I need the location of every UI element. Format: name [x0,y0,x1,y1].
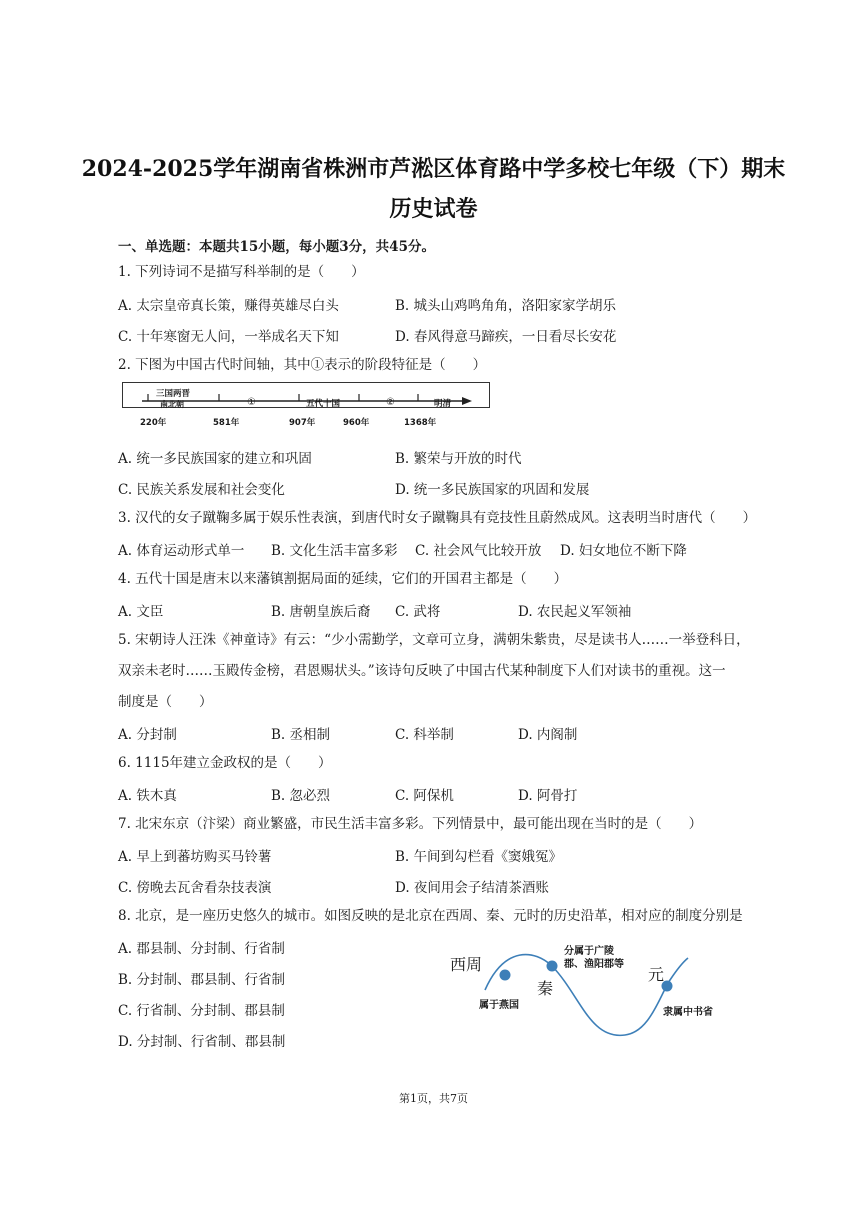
q6-option-d: D. 阿骨打 [518,788,578,804]
q7-option-c: C. 傍晚去瓦舍看杂技表演 [118,880,272,896]
q6-option-b: B. 忽必烈 [271,788,331,804]
q4-option-a: A. 文臣 [118,604,164,620]
timeline-label-nanbeichao: 南北朝 [160,400,184,409]
q4-option-c: C. 武将 [395,604,441,620]
timeline-year-1368: 1368年 [404,418,437,428]
q8-option-d: D. 分封制、行省制、郡县制 [118,1034,286,1050]
map-label-xizhou: 西周 [450,955,483,974]
q1-option-d: D. 春风得意马蹄疾，一日看尽长安花 [395,329,617,345]
timeline-label-sanguo: 三国两晋 [156,389,191,399]
q5-option-d: D. 内阁制 [518,727,578,743]
q2-option-d: D. 统一多民族国家的巩固和发展 [395,482,590,498]
q2-option-b: B. 繁荣与开放的时代 [395,451,522,467]
q1-option-a: A. 太宗皇帝真长策，赚得英雄尽白头 [118,298,339,314]
map-label-yan: 属于燕国 [479,1000,519,1011]
q8-option-c: C. 行省制、分封制、郡县制 [118,1003,285,1019]
timeline-year-907: 907年 [289,418,316,428]
question-3-stem: 3. 汉代的女子蹴鞠多属于娱乐性表演，到唐代时女子蹴鞠具有竞技性且蔚然成风。这表明当时唐代（ ） [118,510,757,526]
timeline-year-220: 220年 [140,418,167,428]
q5-option-a: A. 分封制 [118,727,177,743]
q7-option-d: D. 夜间用会子结清茶酒账 [395,880,549,896]
q8-option-b: B. 分封制、郡县制、行省制 [118,972,286,988]
q7-option-a: A. 早上到蕃坊购买马铃薯 [118,849,272,865]
timeline-label-mingqing: 明清 [434,399,452,409]
point-qin [547,961,558,972]
q3-option-c: C. 社会风气比较开放 [415,543,542,559]
timeline-year-960: 960年 [343,418,370,428]
map-label-yuan-desc: 隶属中书省 [663,1007,713,1018]
q3-option-d: D. 妇女地位不断下降 [560,543,687,559]
q5-option-c: C. 科举制 [395,727,454,743]
question-5-stem-line2: 双亲未老时……玉殿传金榜，君恩赐状头。”该诗句反映了中国古代某种制度下人们对读书的重视。这一 [118,663,726,679]
page-footer: 第1页，共7页 [399,1092,468,1105]
timeline-label-wudai: 五代十国 [306,399,341,409]
question-8-stem: 8. 北京，是一座历史悠久的城市。如图反映的是北京在西周、秦、元时的历史沿革，相对应的制度分别是 [118,908,743,924]
timeline-label-2: ② [386,397,395,408]
q3-option-b: B. 文化生活丰富多彩 [271,543,398,559]
timeline-label-1: ① [247,397,256,408]
q3-option-a: A. 体育运动形式单一 [118,543,245,559]
question-5-stem-line3: 制度是（ ） [118,694,213,710]
q2-option-a: A. 统一多民族国家的建立和巩固 [118,451,312,467]
q5-option-b: B. 丞相制 [271,727,331,743]
page-title-line1: 2024-2025学年湖南省株洲市芦淞区体育路中学多校七年级（下）期末 [81,156,786,182]
map-label-qin: 秦 [537,979,554,998]
question-1-stem: 1. 下列诗词不是描写科举制的是（ ） [118,264,365,280]
question-7-stem: 7. 北宋东京（汴梁）商业繁盛，市民生活丰富多彩。下列情景中，最可能出现在当时的是（ ） [118,816,703,832]
q1-option-b: B. 城头山鸡鸣角角，洛阳家家学胡乐 [395,298,617,314]
q6-option-a: A. 铁木真 [118,788,177,804]
map-label-yuan: 元 [648,965,665,984]
q8-option-a: A. 郡县制、分封制、行省制 [118,941,285,957]
q7-option-b: B. 午间到勾栏看《窦娥冤》 [395,849,563,865]
q2-option-c: C. 民族关系发展和社会变化 [118,482,285,498]
question-4-stem: 4. 五代十国是唐末以来藩镇割据局面的延续，它们的开国君主都是（ ） [118,571,568,587]
map-label-qin-line2: 郡、渔阳郡等 [564,959,624,970]
question-5-stem-line1: 5. 宋朝诗人汪洙《神童诗》有云：“少小需勤学，文章可立身，满朝朱紫贵，尽是读书人……一举登科日， [118,632,750,648]
q6-option-c: C. 阿保机 [395,788,454,804]
question-2-stem: 2. 下图为中国古代时间轴，其中①表示的阶段特征是（ ） [118,357,487,373]
page-title-line2: 历史试卷 [389,196,478,222]
q1-option-c: C. 十年寒窗无人问，一举成名天下知 [118,329,339,345]
q4-option-b: B. 唐朝皇族后裔 [271,604,371,620]
section-header: 一、单选题：本题共15小题，每小题3分，共45分。 [118,239,435,255]
question-6-stem: 6. 1115年建立金政权的是（ ） [118,755,332,771]
timeline-year-581: 581年 [213,418,240,428]
point-xizhou [500,970,511,981]
map-label-qin-line1: 分属于广陵 [564,946,614,957]
q4-option-d: D. 农民起义军领袖 [518,604,632,620]
